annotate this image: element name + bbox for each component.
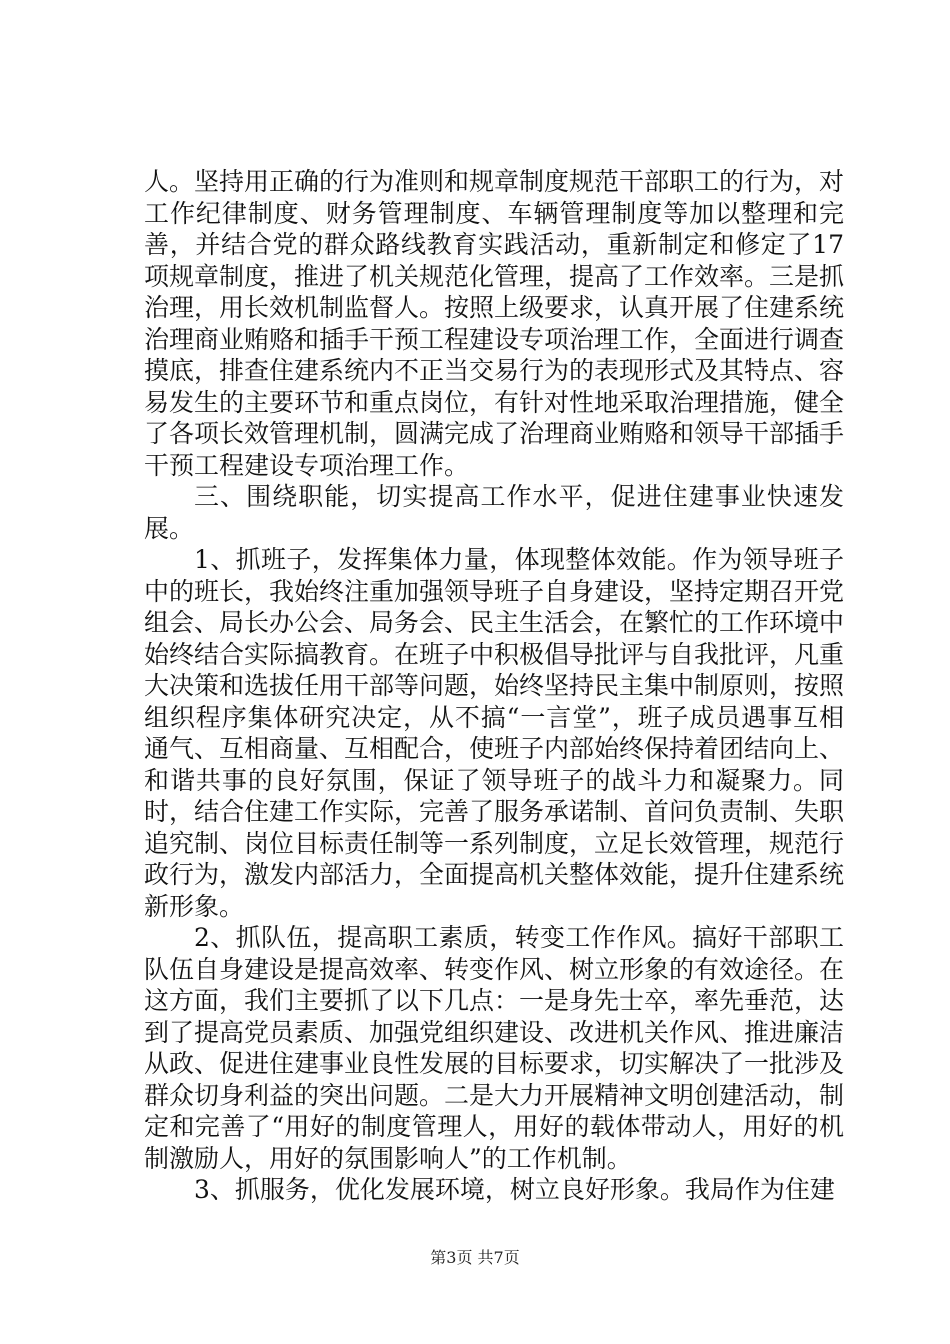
section-heading-three: 三、围绕职能，切实提高工作水平，促进住建事业快速发展。 <box>144 482 844 543</box>
document-body <box>144 166 844 1206</box>
paragraph-item-3: 3、抓服务，优化发展环境，树立良好形象。我局作为住建 <box>194 1175 835 1204</box>
paragraph-item-2: 2、抓队伍，提高职工素质，转变工作作风。搞好干部职工队伍自身建设是提高效率、转变作风、树立形象的有效途径。在这方面，我们主要抓了以下几点：一是身先士卒，率先垂范，达到了提高党员素质、加强党组织建设、改进机关作风、推进廉洁从政、促进住建事业良性发展的目标要求，切实解决了一批涉及群众切身利益的突出问题。二是大力开展精神文明创建活动，制定和完善了“用好的制度管理人，用好的载体带动人，用好的机制激励人，用好的氛围影响人”的工作机制。 <box>144 923 845 1173</box>
paragraph-continuation: 人。坚持用正确的行为准则和规章制度规范干部职工的行为，对工作纪律制度、财务管理制度、车辆管理制度等加以整理和完善，并结合党的群众路线教育实践活动，重新制定和修定了17项规章制度，推进了机关规范化管理，提高了工作效率。三是抓治理，用长效机制监督人。按照上级要求，认真开展了住建系统治理商业贿赂和插手干预工程建设专项治理工作，全面进行调查摸底，排查住建系统内不正当交易行为的表现形式及其特点、容易发生的主要环节和重点岗位，有针对性地采取治理措施，健全了各项长效管理机制，圆满完成了治理商业贿赂和领导干部插手干预工程建设专项治理工作。 <box>144 167 845 480</box>
paragraph-item-1: 1、抓班子，发挥集体力量，体现整体效能。作为领导班子中的班长，我始终注重加强领导班子自身建设，坚持定期召开党组会、局长办公会、局务会、民主生活会，在繁忙的工作环境中始终结合实际搞教育。在班子中积极倡导批评与自我批评，凡重大决策和选拔任用干部等问题，始终坚持民主集中制原则，按照组织程序集体研究决定，从不搞“一言堂”，班子成员遇事互相通气、互相商量、互相配合，使班子内部始终保持着团结向上、和谐共事的良好氛围，保证了领导班子的战斗力和凝聚力。同时，结合住建工作实际，完善了服务承诺制、首问负责制、失职追究制、岗位目标责任制等一系列制度，立足长效管理，规范行政行为，激发内部活力，全面提高机关整体效能，提升住建系统新形象。 <box>144 545 845 921</box>
page-number-footer: 第3页 共7页 <box>430 1248 520 1267</box>
